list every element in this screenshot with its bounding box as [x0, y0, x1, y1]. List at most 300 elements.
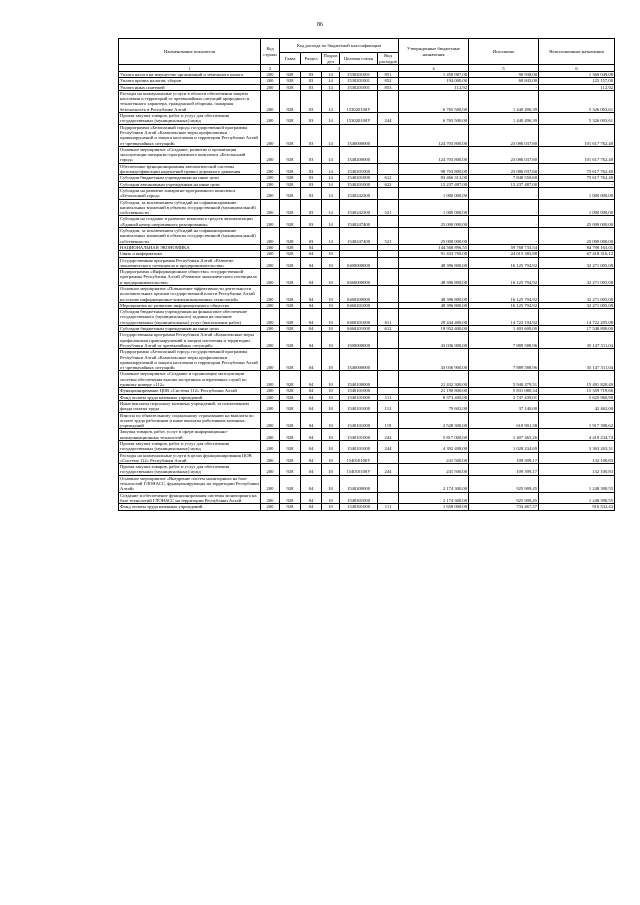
row-expense-type: 612: [378, 175, 399, 181]
row-line-code: 200: [261, 228, 280, 245]
row-podrazdel: 10: [322, 285, 340, 302]
row-unexecuted: 35 147 311,04: [539, 349, 615, 371]
row-name: Уплата иных платежей: [119, 84, 261, 90]
row-approved: 21 190 800,00: [399, 388, 469, 394]
row-glava: 928: [280, 452, 301, 464]
row-razdel: 04: [301, 251, 322, 257]
row-target-article: 1540000000: [340, 349, 378, 371]
row-target-article: 1530201001: [340, 78, 378, 84]
row-expense-type: [378, 163, 399, 175]
header-glava: Глава: [280, 53, 301, 65]
table-row: [119, 452, 615, 464]
row-target-article: 1540247400: [340, 216, 378, 228]
row-glava: 928: [280, 175, 301, 181]
row-unexecuted: 5 625 960,99: [539, 394, 615, 400]
row-glava: 928: [280, 400, 301, 412]
row-razdel: 04: [301, 492, 322, 504]
row-approved: 2 174 300,00: [399, 475, 469, 492]
row-name: Основное мероприятие «Внедрение систем мониторинга на базе технологий ГЛОНАСС, функционирующих на территории Республики Алтай»: [120, 475, 259, 492]
row-approved: 25 000 000,00: [399, 228, 469, 245]
column-number: 1: [119, 65, 261, 72]
row-unexecuted: 32 271 005,08: [539, 269, 615, 286]
row-podrazdel: 10: [322, 388, 340, 394]
table-row: [119, 400, 615, 412]
row-line-code: 200: [261, 199, 280, 216]
row-expense-type: [378, 269, 399, 286]
row-expense-type: 521: [378, 199, 399, 216]
row-executed: 16 125 794,92: [469, 269, 539, 286]
row-razdel: 03: [301, 146, 322, 163]
header-budget-class-code: Код расхода по бюджетной классификации: [280, 39, 399, 53]
row-executed: 1 440 496,39: [469, 90, 539, 112]
row-approved: 98 703 800,00: [399, 163, 469, 175]
row-unexecuted: 5 326 003,61: [539, 90, 615, 112]
row-razdel: 04: [301, 504, 322, 510]
row-podrazdel: 14: [322, 146, 340, 163]
row-line-code: 200: [261, 175, 280, 181]
row-line-code: 200: [261, 464, 280, 476]
row-target-article: 154010100У: [340, 464, 378, 476]
table-row: [119, 163, 615, 175]
row-expense-type: 612: [378, 326, 399, 332]
row-line-code: 200: [261, 388, 280, 394]
row-podrazdel: 14: [322, 187, 340, 199]
row-line-code: 200: [261, 244, 280, 250]
row-line-code: 200: [261, 452, 280, 464]
row-approved: 144 568 896,55: [399, 244, 469, 250]
row-target-article: 1540201000: [340, 181, 378, 187]
row-glava: 928: [280, 441, 301, 453]
row-glava: 928: [280, 244, 301, 250]
row-unexecuted: 101 617 762,40: [539, 124, 615, 146]
row-unexecuted: 1 360 049,08: [539, 72, 615, 78]
row-razdel: 03: [301, 78, 322, 84]
row-executed: 16 125 794,92: [469, 257, 539, 269]
row-unexecuted: 132 100,83: [539, 452, 615, 464]
row-target-article: 153020100У: [340, 90, 378, 112]
row-expense-type: 119: [378, 412, 399, 429]
table-row: [119, 228, 615, 245]
row-glava: 928: [280, 72, 301, 78]
row-name: Уплата налога на имущество организаций и земельного налога: [119, 72, 261, 78]
row-executed: 90 938,00: [469, 72, 539, 78]
row-expense-type: [378, 492, 399, 504]
row-approved: 1 000 000,00: [399, 199, 469, 216]
table-row: [119, 504, 615, 510]
row-name: Расходы на коммунальные услуги в целях функционирования ЦОВ «Система 112» Республики Алтай: [119, 452, 261, 464]
row-line-code: 200: [261, 441, 280, 453]
row-approved: 21 432 300,00: [399, 371, 469, 388]
row-expense-type: 111: [378, 504, 399, 510]
row-approved: 48 396 800,00: [399, 269, 469, 286]
row-podrazdel: 10: [322, 302, 340, 308]
row-glava: 928: [280, 475, 301, 492]
row-glava: 928: [280, 326, 301, 332]
row-razdel: 04: [301, 326, 322, 332]
row-glava: 928: [280, 332, 301, 349]
row-expense-type: [378, 90, 399, 112]
row-expense-type: 111: [378, 394, 399, 400]
row-podrazdel: 10: [322, 371, 340, 388]
row-unexecuted: 125 157,00: [539, 78, 615, 84]
row-executed: -: [469, 228, 539, 245]
row-expense-type: 622: [378, 181, 399, 187]
table-row: [119, 332, 615, 349]
row-razdel: 03: [301, 228, 322, 245]
table-row: [119, 371, 615, 388]
row-podrazdel: 10: [322, 251, 340, 257]
row-unexecuted: 1 000 000,00: [539, 199, 615, 216]
header-razdel: Раздел: [301, 53, 322, 65]
row-line-code: 200: [261, 429, 280, 441]
row-executed: 59 768 733,54: [469, 244, 539, 250]
row-expense-type: 242: [378, 429, 399, 441]
row-approved: 43 036 900,00: [399, 332, 469, 349]
row-podrazdel: 14: [322, 124, 340, 146]
row-executed: 109 399,17: [469, 464, 539, 476]
row-unexecuted: 25 000 000,00: [539, 228, 615, 245]
row-executed: 925 909,45: [469, 475, 539, 492]
row-unexecuted: 42 462,00: [539, 400, 615, 412]
row-name: Субсидии, за исключением субсидий на софинансирование капитальных вложений в объекты государственной (муниципальной) собственности: [119, 199, 261, 216]
table-row: [119, 285, 615, 302]
row-expense-type: [378, 216, 399, 228]
row-expense-type: 244: [378, 464, 399, 476]
row-razdel: 04: [301, 412, 322, 429]
table-row: [119, 199, 615, 216]
row-name: Основное мероприятие «Создание и организация эксплуатации системы обеспечения вызова экстренных оперативных служб по единому номеру «112»: [119, 371, 261, 388]
row-glava: 928: [280, 302, 301, 308]
row-name: Подпрограмма «Безопасный город» государственной программы Республики Алтай «Комплексные меры профилактики правонарушений и защита населения и территории Республики Алтай от чрезвычайных ситуаций»: [119, 124, 261, 146]
row-podrazdel: 14: [322, 228, 340, 245]
row-target-article: 1540242300: [340, 199, 378, 216]
row-line-code: 200: [261, 326, 280, 332]
row-line-code: 200: [261, 302, 280, 308]
row-target-article: 1540000000: [340, 124, 378, 146]
row-name: Связь и информатика: [119, 251, 261, 257]
row-line-code: 200: [261, 257, 280, 269]
row-glava: 928: [280, 251, 301, 257]
table-row: [119, 349, 615, 371]
row-unexecuted: 1 917 398,62: [539, 412, 615, 429]
table-row: [119, 216, 615, 228]
row-unexecuted: 84 798 163,01: [539, 244, 615, 250]
row-glava: 928: [280, 394, 301, 400]
row-unexecuted: 4 410 234,74: [539, 429, 615, 441]
row-approved: 25 000 000,00: [399, 216, 469, 228]
row-executed: 1 407 365,26: [469, 429, 539, 441]
row-line-code: 200: [261, 394, 280, 400]
row-name: Субсидии автономным учреждениям на иные цели: [119, 181, 261, 187]
header-expense-type: Вид расходов: [379, 53, 397, 64]
row-unexecuted: 3 363 263,31: [539, 441, 615, 453]
row-approved: 15 237 487,00: [399, 181, 469, 187]
row-razdel: 04: [301, 400, 322, 412]
row-name: Субсидии бюджетным учреждениям на иные цели: [119, 326, 261, 332]
row-approved: 124 703 800,00: [399, 124, 469, 146]
row-target-article: 1540242300: [340, 187, 378, 199]
row-glava: 928: [280, 78, 301, 84]
table-row: [119, 492, 615, 504]
row-target-article: 1540100000: [340, 371, 378, 388]
row-podrazdel: 14: [322, 84, 340, 90]
row-podrazdel: 10: [322, 441, 340, 453]
row-target-article: 1540301000: [340, 492, 378, 504]
row-unexecuted: 35 147 311,04: [539, 332, 615, 349]
row-executed: 1 440 496,39: [469, 113, 539, 125]
row-glava: 928: [280, 412, 301, 429]
row-podrazdel: 10: [322, 429, 340, 441]
row-name: Иные выплаты персоналу казенных учреждений, за исключением фонда оплаты труда: [119, 400, 261, 412]
row-podrazdel: 14: [322, 163, 340, 175]
row-executed: 15 237 487,00: [469, 181, 539, 187]
row-target-article: 1540201000: [340, 175, 378, 181]
row-podrazdel: 10: [322, 332, 340, 349]
row-glava: 928: [280, 492, 301, 504]
row-target-article: 1540101000: [340, 412, 378, 429]
row-unexecuted: 32 271 005,08: [539, 285, 615, 302]
table-row: [119, 146, 615, 163]
row-executed: -: [469, 84, 539, 90]
row-razdel: 03: [301, 187, 322, 199]
row-glava: 928: [280, 371, 301, 388]
row-target-article: 1540101000: [340, 429, 378, 441]
row-target-article: 153020100У: [340, 113, 378, 125]
row-podrazdel: 10: [322, 504, 340, 510]
row-glava: 928: [280, 146, 301, 163]
row-razdel: 03: [301, 124, 322, 146]
row-podrazdel: 10: [322, 400, 340, 412]
row-approved: 43 036 900,00: [399, 349, 469, 371]
row-glava: 928: [280, 228, 301, 245]
row-glava: 928: [280, 84, 301, 90]
row-expense-type: 112: [378, 400, 399, 412]
row-executed: 5 831 080,34: [469, 388, 539, 394]
header-target-article: Целевая статья: [340, 53, 378, 65]
row-expense-type: [378, 452, 399, 464]
row-unexecuted: -: [539, 181, 615, 187]
row-glava: 928: [280, 113, 301, 125]
row-glava: 928: [280, 388, 301, 394]
column-number: 5: [469, 65, 539, 72]
row-glava: 928: [280, 349, 301, 371]
budget-execution-table: [118, 38, 615, 511]
table-row: [119, 187, 615, 199]
row-podrazdel: 14: [322, 90, 340, 112]
row-name: Прочая закупка товаров, работ и услуг для обеспечения государственных (муниципальных) нужд: [119, 441, 261, 453]
row-line-code: 200: [261, 78, 280, 84]
column-number: 4: [399, 65, 469, 72]
row-approved: 6 765 500,00: [399, 113, 469, 125]
header-line-code: Код строки: [261, 39, 280, 65]
row-expense-type: 853: [378, 84, 399, 90]
table-row: [119, 309, 615, 326]
row-target-article: 154010100У: [340, 452, 378, 464]
row-razdel: 03: [301, 72, 322, 78]
row-target-article: 1540247400: [340, 228, 378, 245]
row-approved: 1 000 000,00: [399, 187, 469, 199]
table-row: [119, 475, 615, 492]
row-approved: 194 000,00: [399, 78, 469, 84]
row-podrazdel: 14: [322, 78, 340, 84]
row-line-code: 200: [261, 113, 280, 125]
row-executed: 16 125 794,92: [469, 302, 539, 308]
row-name: Субсидии на создание и развитие комплекса средств автоматизации «Единый центр оперативного реагирования»: [119, 216, 261, 228]
row-expense-type: [378, 332, 399, 349]
row-glava: 928: [280, 181, 301, 187]
row-executed: 7 889 588,96: [469, 349, 539, 371]
row-razdel: 04: [301, 285, 322, 302]
row-podrazdel: 10: [322, 269, 340, 286]
row-podrazdel: 10: [322, 257, 340, 269]
row-executed: 23 086 037,60: [469, 163, 539, 175]
row-line-code: 200: [261, 371, 280, 388]
row-expense-type: [378, 146, 399, 163]
row-executed: 68 843,00: [469, 78, 539, 84]
row-target-article: 0400000000: [340, 257, 378, 269]
row-unexecuted: 14 722 205,08: [539, 309, 615, 326]
row-expense-type: 244: [378, 441, 399, 453]
row-razdel: 04: [301, 269, 322, 286]
row-podrazdel: 14: [322, 181, 340, 187]
row-line-code: 200: [261, 146, 280, 163]
row-approved: 124 703 800,00: [399, 146, 469, 163]
row-target-article: 1540300000: [340, 475, 378, 492]
row-unexecuted: 1 248 390,55: [539, 475, 615, 492]
row-line-code: 200: [261, 90, 280, 112]
row-glava: 928: [280, 269, 301, 286]
row-approved: 18 952 400,00: [399, 326, 469, 332]
table-body: [119, 72, 615, 511]
row-unexecuted: 112,92: [539, 84, 615, 90]
row-podrazdel: 10: [322, 464, 340, 476]
row-name: Фонд оплаты труда казенных учреждений: [119, 394, 261, 400]
row-approved: 79 602,00: [399, 400, 469, 412]
row-glava: 928: [280, 163, 301, 175]
row-glava: 928: [280, 504, 301, 510]
row-target-article: 0460200000: [340, 285, 378, 302]
table-row: [119, 429, 615, 441]
row-razdel: 04: [301, 332, 322, 349]
row-razdel: 04: [301, 302, 322, 308]
row-approved: 2 528 300,00: [399, 412, 469, 429]
row-podrazdel: 10: [322, 475, 340, 492]
row-glava: 928: [280, 216, 301, 228]
row-podrazdel: 14: [322, 216, 340, 228]
row-name: Мероприятия по развитию информационного общества: [119, 302, 261, 308]
header-executed: Исполнено: [469, 39, 539, 65]
row-expense-type: [378, 187, 399, 199]
row-name: Субсидии бюджетным учреждениям на финансовое обеспечение государственного (муниципального) задания на оказание государственных (муниципальных) услуг (выполнение работ): [119, 309, 261, 326]
row-expense-type: 521: [378, 228, 399, 245]
row-name: Подпрограмма «Безопасный город» государственной программы Республики Алтай «Комплексные меры профилактики правонарушений и защита населения и территории Республики Алтай от чрезвычайных ситуаций»: [119, 349, 261, 371]
row-approved: 5 817 000,00: [399, 429, 469, 441]
row-unexecuted: 132 100,83: [539, 464, 615, 476]
row-executed: 610 901,38: [469, 412, 539, 429]
row-podrazdel: 10: [322, 412, 340, 429]
row-razdel: 04: [301, 257, 322, 269]
row-podrazdel: 10: [322, 309, 340, 326]
row-unexecuted: 32 271 005,08: [539, 302, 615, 308]
row-name: Прочая закупка товаров, работ и услуг для обеспечения государственных (муниципальных) нужд: [119, 464, 261, 476]
row-unexecuted: 15 359 719,66: [539, 388, 615, 394]
row-line-code: 200: [261, 269, 280, 286]
row-glava: 928: [280, 90, 301, 112]
row-line-code: 200: [261, 332, 280, 349]
row-executed: 14 722 194,92: [469, 309, 539, 326]
row-line-code: 200: [261, 349, 280, 371]
row-podrazdel: 14: [322, 199, 340, 216]
row-unexecuted: 1 000 000,00: [539, 187, 615, 199]
row-executed: 24 015 383,88: [469, 251, 539, 257]
row-approved: 48 396 800,00: [399, 257, 469, 269]
row-target-article: 0460201000: [340, 309, 378, 326]
row-expense-type: [378, 475, 399, 492]
header-unexecuted: Неисполненные назначения: [539, 39, 615, 65]
row-executed: 925 909,45: [469, 492, 539, 504]
row-approved: 1 650 000,00: [399, 504, 469, 510]
header-indicator-name: Наименование показателя: [119, 39, 261, 65]
row-name: Основное мероприятие «Повышение эффективности деятельности исполнительных органов государственной власти Республики Алтай на основе информационно-коммуникационных технологий»: [119, 285, 261, 302]
column-number: 2: [261, 65, 280, 72]
row-podrazdel: 10: [322, 492, 340, 504]
row-approved: 241 500,00: [399, 452, 469, 464]
row-podrazdel: 14: [322, 113, 340, 125]
row-glava: 928: [280, 309, 301, 326]
row-expense-type: 244: [378, 113, 399, 125]
row-approved: 29 444 400,00: [399, 309, 469, 326]
row-executed: 37 140,00: [469, 400, 539, 412]
row-approved: 6 765 500,00: [399, 90, 469, 112]
row-approved: 83 466 313,00: [399, 175, 469, 181]
row-unexecuted: 1 248 390,55: [539, 492, 615, 504]
row-name: Взносы по обязательному социальному страхованию на выплаты по оплате труда работников и иные выплаты работникам казенных учреждений: [119, 412, 261, 429]
row-name: Обеспечение функционирования автоматической системы фотовидеофиксации нарушений правил дорожного движения: [119, 163, 261, 175]
row-line-code: 200: [261, 124, 280, 146]
row-razdel: 04: [301, 441, 322, 453]
row-name: Субсидии бюджетным учреждениям на иные цели: [119, 175, 261, 181]
row-line-code: 200: [261, 400, 280, 412]
row-target-article: 1530201001: [340, 84, 378, 90]
row-razdel: 04: [301, 475, 322, 492]
row-expense-type: [378, 285, 399, 302]
row-approved: 4 392 498,00: [399, 441, 469, 453]
row-expense-type: [378, 257, 399, 269]
row-approved: 48 396 800,00: [399, 302, 469, 308]
row-executed: 733 467,57: [469, 504, 539, 510]
row-name: Субсидии на развитие аппаратно-программного комплекса «Безопасный город»: [119, 187, 261, 199]
row-executed: -: [469, 216, 539, 228]
row-approved: 241 500,00: [399, 464, 469, 476]
row-target-article: 1540200000: [340, 146, 378, 163]
row-executed: 5 940 479,51: [469, 371, 539, 388]
table-row: [119, 412, 615, 429]
row-razdel: 03: [301, 163, 322, 175]
row-approved: 8 373 400,00: [399, 394, 469, 400]
row-name: Расходы на коммунальные услуги в области обеспечения защиты населения и территорий от чрезвычайных ситуаций природного и техногенного характера, гражданской обороны, пожарная безопасность в Республике Алтай: [119, 90, 261, 112]
row-razdel: 04: [301, 349, 322, 371]
row-line-code: 200: [261, 492, 280, 504]
row-line-code: 200: [261, 216, 280, 228]
row-glava: 928: [280, 124, 301, 146]
row-line-code: 200: [261, 412, 280, 429]
row-approved: 91 433 700,00: [399, 251, 469, 257]
row-glava: 928: [280, 285, 301, 302]
row-podrazdel: 10: [322, 452, 340, 464]
row-executed: 7 848 550,60: [469, 175, 539, 181]
row-unexecuted: 17 548 800,00: [539, 326, 615, 332]
row-unexecuted: 916 532,43: [539, 504, 615, 510]
